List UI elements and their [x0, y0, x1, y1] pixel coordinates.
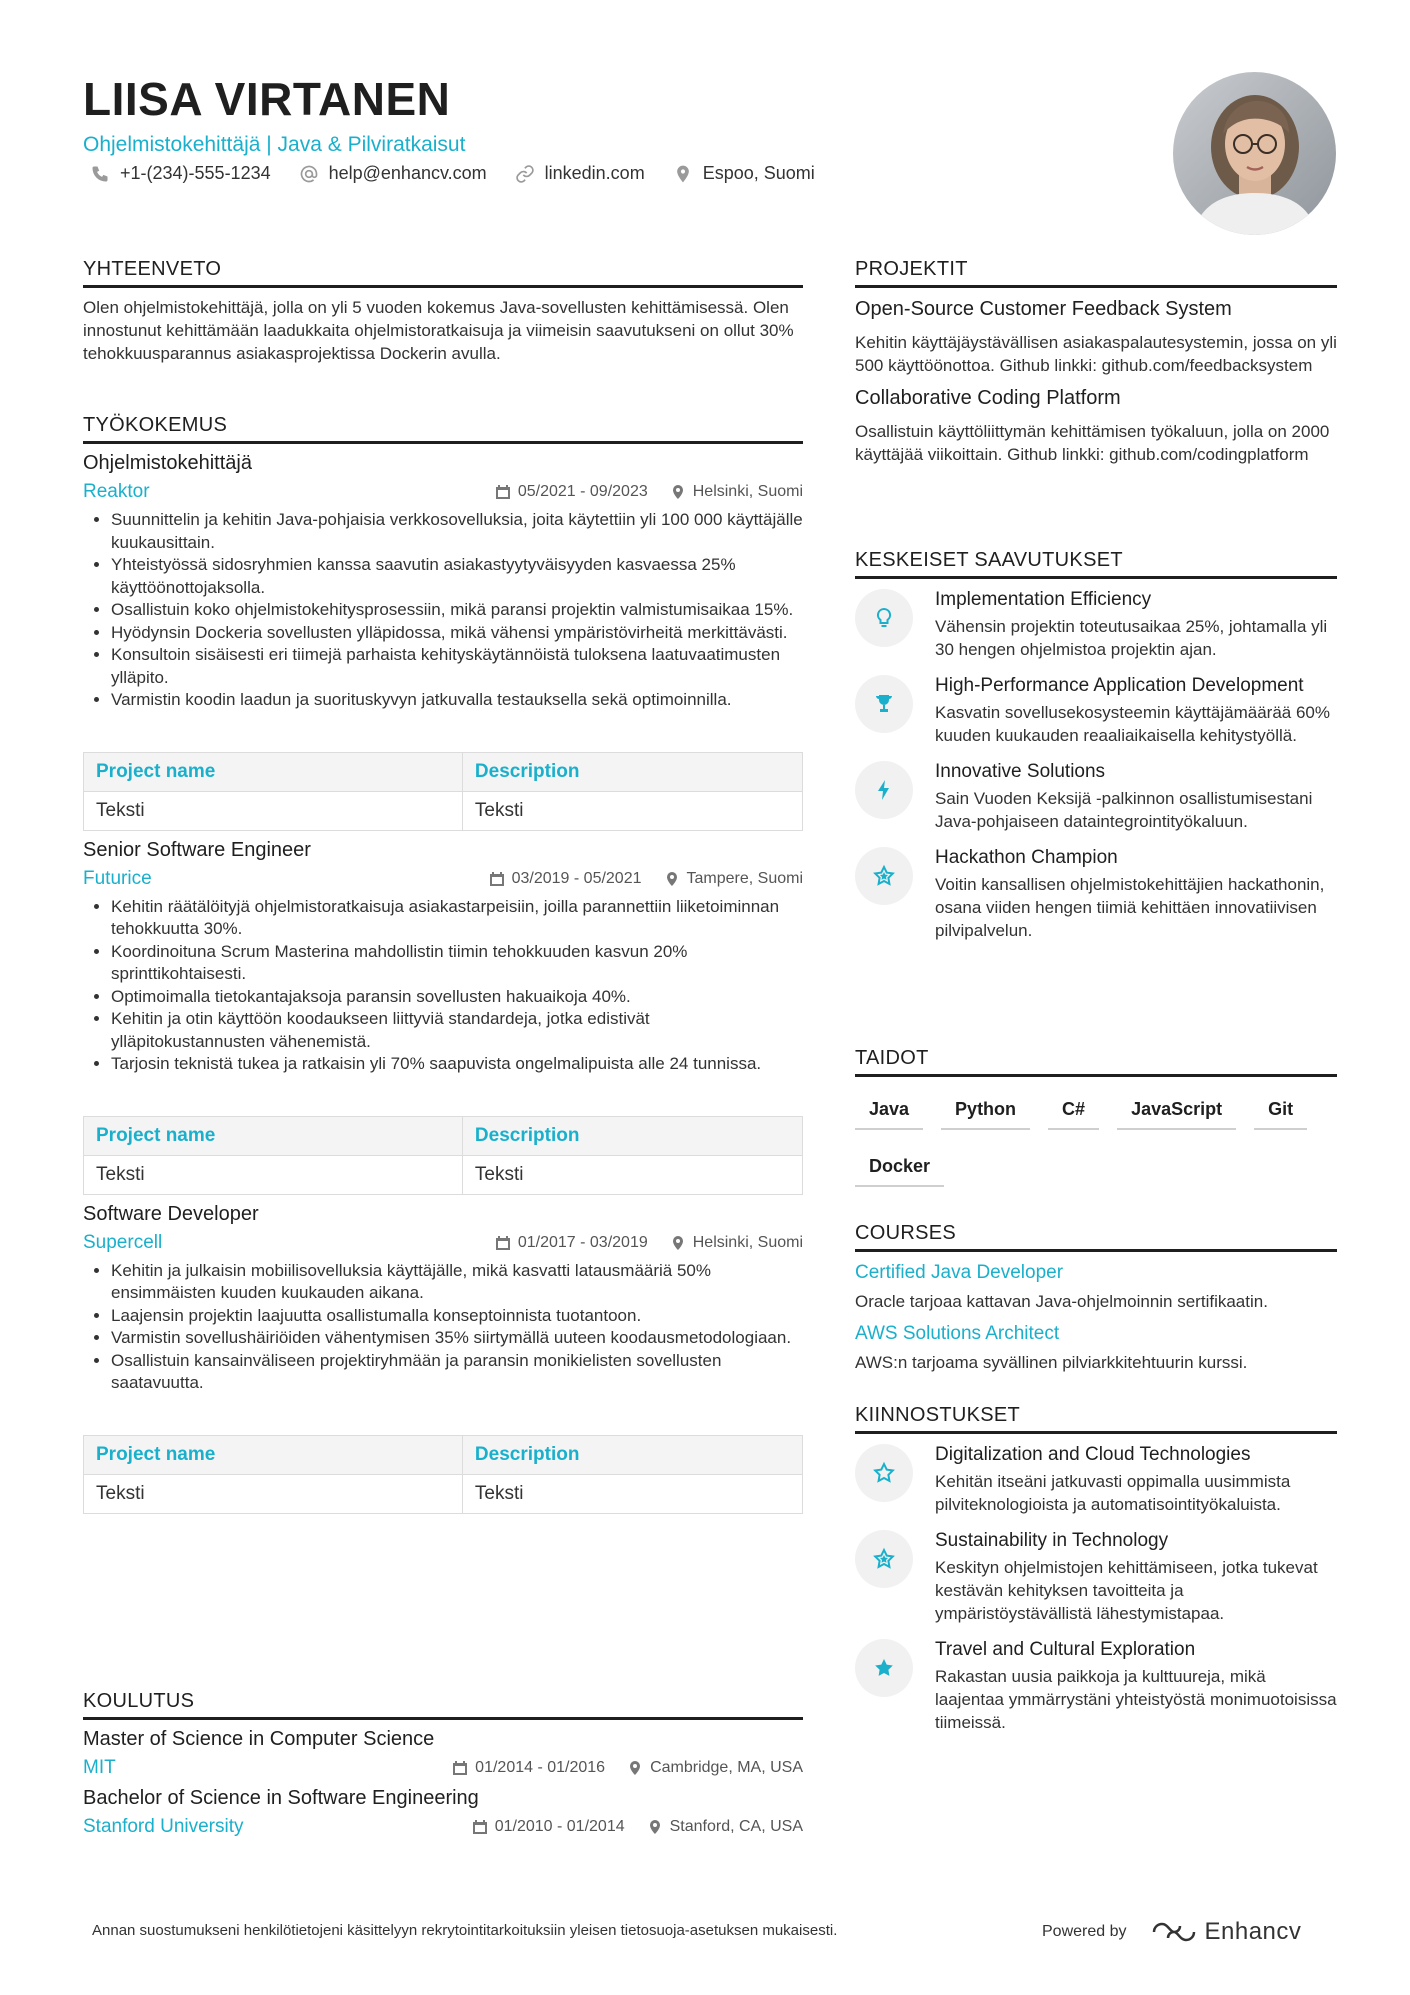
table-row: Teksti Teksti	[84, 1155, 803, 1194]
achievement-text: Kasvatin sovellusekosysteemin käyttäjämäärää 60% kuuden kuukauden reaaliaikaisella kehitystyöllä.	[935, 703, 1330, 745]
interest-item	[855, 1639, 1337, 1734]
achievement-title: Innovative Solutions	[935, 761, 1106, 782]
project-table	[83, 752, 803, 831]
star-filled-icon	[872, 1656, 896, 1680]
brand-name: Enhancv	[1204, 1918, 1302, 1945]
list-item: • Yhteistyössä sidosryhmien kanssa saavutin asiakastyytyväisyyden kasvaessa 25% käyttöönottojaksolla.	[111, 554, 803, 599]
job-dates: 03/2019 - 05/2021	[489, 870, 642, 888]
skill-tag: JavaScript	[1117, 1091, 1236, 1130]
achievement-text: Voitin kansallisen ohjelmistokehittäjien hackathonin, osana viiden hengen tiimiä kehittäen innovatiivisen pilvipalvelun.	[935, 875, 1325, 940]
phone-text: +1-(234)-555-1234	[120, 163, 271, 183]
list-item: • Tarjosin teknistä tukea ja ratkaisin yli 70% saapuvista ongelmalipuista alle 24 tunnissa.	[111, 1053, 803, 1076]
experience-section	[83, 414, 803, 1514]
interest-text: Kehitän itseäni jatkuvasti oppimalla uusimmista pilviteknologioista ja automatisointityökaluista.	[935, 1472, 1291, 1514]
skill-tag: C#	[1048, 1091, 1099, 1130]
job-company: Reaktor	[83, 481, 150, 502]
contact-location	[673, 163, 815, 184]
candidate-title: Ohjelmistokehittäjä | Java & Pilviratkaisut	[83, 133, 466, 156]
job-location: Helsinki, Suomi	[670, 483, 803, 501]
education-section	[83, 1690, 803, 1838]
location-pin-icon	[670, 484, 686, 500]
enhancv-logo-icon	[1151, 1920, 1197, 1944]
skill-tag: Git	[1254, 1091, 1307, 1130]
location-pin-icon	[664, 871, 680, 887]
table-header-description: Description	[462, 752, 802, 791]
list-item: • Optimoimalla tietokantajaksoja paransin sovellusten hakuaikoja 40%.	[111, 986, 803, 1009]
courses-heading: COURSES	[855, 1222, 1337, 1252]
job-bullets	[83, 509, 803, 712]
contact-bar	[90, 163, 815, 184]
interests-heading: KIINNOSTUKSET	[855, 1404, 1337, 1434]
achievement-title: High-Performance Application Development	[935, 675, 1304, 696]
phone-icon	[90, 164, 110, 184]
course-entry	[855, 1323, 1337, 1374]
education-location: Stanford, CA, USA	[647, 1818, 803, 1836]
list-item: • Laajensin projektin laajuutta osallistumalla konseptoinnista tuotantoon.	[111, 1305, 803, 1328]
consent-note: Annan suostumukseni henkilötietojeni käsittelyyn rekrytointitarkoituksiin yleisen tietosuoja-asetuksen mukaisesti.	[92, 1922, 838, 1939]
achievement-item	[855, 847, 1337, 942]
calendar-icon	[452, 1760, 468, 1776]
achievement-text: Sain Vuoden Keksijä -palkinnon osallistumisestani Java-pohjaiseen dataintegrointityökaluun.	[935, 789, 1313, 831]
location-pin-icon	[647, 1819, 663, 1835]
education-dates: 01/2010 - 01/2014	[472, 1818, 625, 1836]
list-item: • Hyödynsin Dockeria sovellusten ylläpidossa, mikä vähensi ympäristövirheitä merkittävästi.	[111, 622, 803, 645]
achievements-heading: KESKEISET SAAVUTUKSET	[855, 549, 1337, 579]
project-title: Collaborative Coding Platform	[855, 387, 1121, 409]
achievement-item	[855, 761, 1337, 833]
at-icon	[299, 164, 319, 184]
calendar-icon	[489, 871, 505, 887]
calendar-icon	[472, 1819, 488, 1835]
course-title: Certified Java Developer	[855, 1262, 1064, 1283]
candidate-name: LIISA VIRTANEN	[83, 73, 451, 125]
table-header-project: Project name	[84, 1435, 463, 1474]
interest-text: Rakastan uusia paikkoja ja kulttuureja, mikä laajentaa ymmärrystäni yhteistyöstä monimuotoisissa tiimeissä.	[935, 1667, 1337, 1732]
job-bullets	[83, 896, 803, 1076]
course-text: Oracle tarjoaa kattavan Java-ohjelmoinnin sertifikaatin.	[855, 1292, 1268, 1311]
lightbulb-icon	[872, 606, 896, 630]
job-entry	[83, 839, 803, 1195]
calendar-icon	[495, 484, 511, 500]
location-pin-icon	[673, 164, 693, 184]
avatar	[1173, 72, 1336, 235]
job-role: Ohjelmistokehittäjä	[83, 452, 252, 474]
summary-heading: YHTEENVETO	[83, 258, 803, 288]
lightning-icon	[872, 778, 896, 802]
education-heading: KOULUTUS	[83, 1690, 803, 1720]
brand-logo[interactable]	[1151, 1918, 1302, 1946]
education-degree: Bachelor of Science in Software Engineering	[83, 1787, 479, 1809]
achievement-text: Vähensin projektin toteutusaikaa 25%, johtamalla yli 30 hengen ohjelmistoa projektin ajan.	[935, 617, 1328, 659]
project-title: Open-Source Customer Feedback System	[855, 298, 1232, 320]
contact-linkedin[interactable]	[515, 163, 645, 184]
linkedin-text: linkedin.com	[544, 163, 645, 183]
education-entry	[83, 1787, 803, 1838]
education-location: Cambridge, MA, USA	[627, 1759, 803, 1777]
location-text: Espoo, Suomi	[702, 163, 815, 183]
job-dates: 01/2017 - 03/2019	[495, 1234, 648, 1252]
projects-section	[855, 258, 1337, 466]
list-item: • Kehitin ja otin käyttöön koodaukseen liittyviä standardeja, jotka edistivät ylläpitokustannusten vähenemistä.	[111, 1008, 803, 1053]
skills-section	[855, 1047, 1337, 1187]
skill-tag: Java	[855, 1091, 923, 1130]
summary-text: Olen ohjelmistokehittäjä, jolla on yli 5 vuoden kokemus Java-sovellusten kehittämisessä. Olen innostunut kehittämään laadukkaita ohjelmistoratkaisuja ja viimeisin saavutukseni on ollut 30% tehokkuusparannus asiakasprojektissa Dockerin avulla.	[83, 298, 794, 363]
table-header-description: Description	[462, 1435, 802, 1474]
project-entry	[855, 387, 1337, 466]
location-pin-icon	[627, 1760, 643, 1776]
table-header-description: Description	[462, 1116, 802, 1155]
list-item: • Varmistin koodin laadun ja suorituskyvyn jatkuvalla testauksella sekä optimoinnilla.	[111, 689, 803, 712]
job-bullets	[83, 1260, 803, 1395]
job-location: Helsinki, Suomi	[670, 1234, 803, 1252]
course-text: AWS:n tarjoama syvällinen pilviarkkitehtuurin kurssi.	[855, 1353, 1248, 1372]
table-row: Teksti Teksti	[84, 1474, 803, 1513]
experience-heading: TYÖKOKEMUS	[83, 414, 803, 444]
skill-tag: Docker	[855, 1148, 944, 1187]
powered-by-label: Powered by	[1042, 1923, 1127, 1940]
job-role: Senior Software Engineer	[83, 838, 311, 861]
table-header-project: Project name	[84, 1116, 463, 1155]
list-item: • Varmistin sovellushäiriöiden vähentymisen 35% siirtymällä uuteen koodausmetodologiaan.	[111, 1327, 803, 1350]
contact-email[interactable]	[299, 163, 487, 184]
interest-title: Sustainability in Technology	[935, 1530, 1169, 1551]
table-row: Teksti Teksti	[84, 791, 803, 830]
star-outline-icon	[872, 1461, 896, 1485]
job-company: Supercell	[83, 1231, 163, 1253]
link-icon	[515, 164, 535, 184]
education-school: MIT	[83, 1757, 116, 1778]
star-badge-icon	[872, 864, 896, 888]
job-company: Futurice	[83, 867, 152, 889]
project-table	[83, 1116, 803, 1195]
interest-item	[855, 1530, 1337, 1625]
education-dates: 01/2014 - 01/2016	[452, 1759, 605, 1777]
list-item: • Suunnittelin ja kehitin Java-pohjaisia verkkosovelluksia, joita käytettiin yli 100 000 käyttäjälle kuukausittain.	[111, 509, 803, 554]
projects-heading: PROJEKTIT	[855, 258, 1337, 288]
courses-section	[855, 1222, 1337, 1374]
job-dates: 05/2021 - 09/2023	[495, 483, 648, 501]
achievement-item	[855, 589, 1337, 661]
education-school: Stanford University	[83, 1816, 244, 1837]
list-item: • Osallistuin kansainväliseen projektiryhmään ja paransin monikielisten sovellusten saatavuutta.	[111, 1350, 803, 1395]
powered-by	[1042, 1918, 1301, 1946]
email-text: help@enhancv.com	[328, 163, 487, 183]
star-badge-icon	[872, 1547, 896, 1571]
achievement-title: Hackathon Champion	[935, 847, 1118, 868]
achievement-item	[855, 675, 1337, 747]
job-entry	[83, 1203, 803, 1514]
list-item: • Kehitin räätälöityjä ohjelmistoratkaisuja asiakastarpeisiin, joilla parannettiin liiketoiminnan tehokkuutta 30%.	[111, 896, 803, 941]
project-table	[83, 1435, 803, 1514]
location-pin-icon	[670, 1235, 686, 1251]
list-item: • Konsultoin sisäisesti eri tiimejä parhaista kehityskäytännöistä tuloksena laatuvaatimusten ylläpito.	[111, 644, 803, 689]
education-entry	[83, 1728, 803, 1779]
education-degree: Master of Science in Computer Science	[83, 1728, 435, 1750]
list-item: • Osallistuin koko ohjelmistokehitysprosessiin, mikä paransi projektin valmistumisaikaa 15%.	[111, 599, 803, 622]
achievements-section	[855, 549, 1337, 942]
skills-heading: TAIDOT	[855, 1047, 1337, 1077]
course-entry	[855, 1262, 1337, 1313]
list-item: • Koordinoituna Scrum Masterina mahdollistin tiimin tehokkuuden kasvun 20% sprinttikohtaisesti.	[111, 941, 803, 986]
job-entry	[83, 452, 803, 831]
job-role: Software Developer	[83, 1202, 259, 1225]
interest-title: Travel and Cultural Exploration	[935, 1639, 1196, 1660]
list-item: • Kehitin ja julkaisin mobiilisovelluksia käyttäjälle, mikä kasvatti latausmääriä 50% ensimmäisten kuuden kuukauden aikana.	[111, 1260, 803, 1305]
trophy-icon	[872, 692, 896, 716]
project-text: Osallistuin käyttöliittymän kehittämisen työkaluun, jolla on 2000 käyttäjää viikoittain. Github linkki: github.com/codingplatform	[855, 422, 1330, 464]
job-location: Tampere, Suomi	[664, 870, 804, 888]
summary-section	[83, 258, 803, 365]
course-title: AWS Solutions Architect	[855, 1323, 1060, 1344]
contact-phone	[90, 163, 271, 184]
interest-text: Keskityn ohjelmistojen kehittämiseen, jotka tukevat kestävän kehityksen tavoitteita ja ympäristöystävällistä lähestymistapaa.	[935, 1558, 1318, 1623]
interest-item	[855, 1444, 1337, 1516]
calendar-icon	[495, 1235, 511, 1251]
achievement-title: Implementation Efficiency	[935, 589, 1152, 610]
project-entry	[855, 298, 1337, 377]
interest-title: Digitalization and Cloud Technologies	[935, 1444, 1251, 1465]
skill-tag: Python	[941, 1091, 1030, 1130]
table-header-project: Project name	[84, 752, 463, 791]
project-text: Kehitin käyttäjäystävällisen asiakaspalautesystemin, jossa on yli 500 käyttöönottoa. Github linkki: github.com/feedbacksystem	[855, 333, 1337, 375]
interests-section	[855, 1404, 1337, 1734]
